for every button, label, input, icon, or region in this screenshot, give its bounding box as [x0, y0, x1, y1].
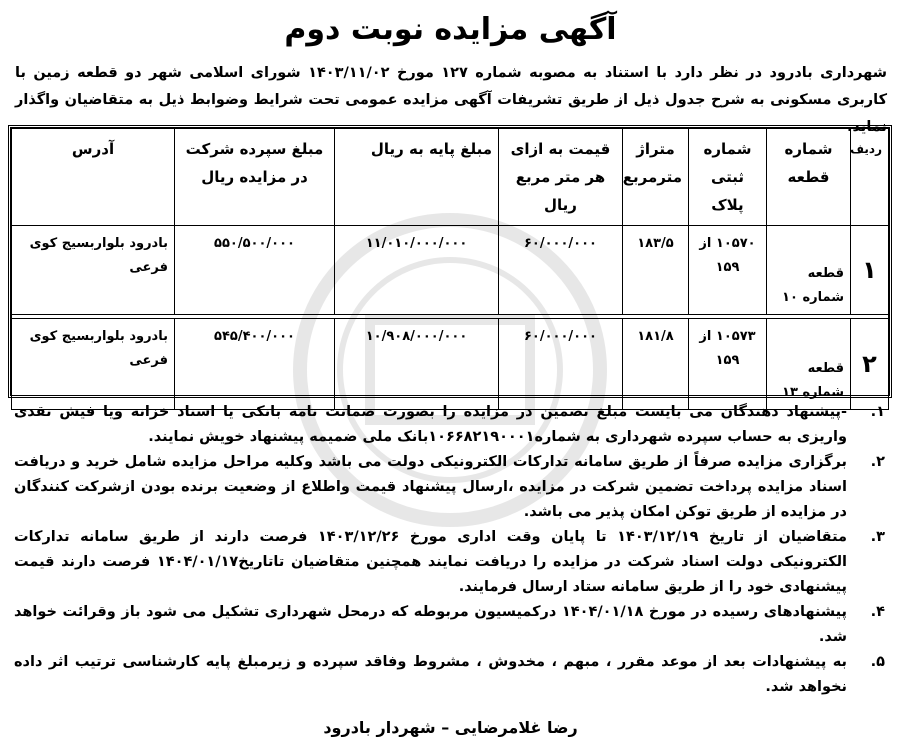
list-item: [14, 525, 889, 600]
base-price-cell: ۱۰/۹۰۸/۰۰۰/۰۰۰: [335, 319, 499, 410]
item-text: به پیشنهادات بعد از موعد مقرر ، مبهم ، مخدوش ، مشروط وفاقد سپرده و زیرمبلغ پایه کارشناسی ترتیب اثر داده نخواهد شد.: [14, 654, 847, 695]
unit-price-cell: ۶۰/۰۰۰/۰۰۰: [499, 226, 623, 315]
header-unit-price: قیمت به ازای هر متر مربع ریال: [499, 129, 623, 226]
header-area: متراژ مترمربع: [623, 129, 689, 226]
header-base-price: مبلغ پایه به ریال: [335, 129, 499, 226]
plate-cell: ۱۰۵۷۰ از ۱۵۹: [689, 226, 767, 315]
deposit-cell: ۵۴۵/۴۰۰/۰۰۰: [175, 319, 335, 410]
parcel-cell: قطعه شماره ۱۰: [767, 226, 851, 315]
area-cell: ۱۸۳/۵: [623, 226, 689, 315]
list-item: [14, 400, 889, 450]
list-item: [14, 650, 889, 700]
unit-price-cell: ۶۰/۰۰۰/۰۰۰: [499, 319, 623, 410]
conditions-list: [14, 400, 889, 700]
item-text: متقاضیان از تاریخ ۱۴۰۳/۱۲/۱۹ تا پایان وقت اداری مورخ ۱۴۰۳/۱۲/۲۶ فرصت دارند از طریق سامانه تدارکات الکترونیکی دولت اسناد شرکت در مزایده را دریافت نمایند همچنین متقاضیان تاتاریخ۱۴۰۴/۰۱/۱۷ فرصت دارند قیمت پیشنهادی خود را از طریق سامانه ستاد ارسال فرمایند.: [14, 529, 848, 595]
parcel-cell: قطعه شماره ۱۳: [767, 319, 851, 410]
row-number: ۱: [851, 226, 889, 315]
address-cell: بادرود بلواربسیج کوی فرعی: [12, 319, 175, 410]
table-row: [12, 226, 889, 315]
deposit-cell: ۵۵۰/۵۰۰/۰۰۰: [175, 226, 335, 315]
header-parcel: شماره قطعه: [767, 129, 851, 226]
list-item: [14, 600, 889, 650]
intro-paragraph: شهرداری بادرود در نظر دارد با استناد به مصوبه شماره ۱۲۷ مورخ ۱۴۰۳/۱۱/۰۲ شورای اسلامی شهر دو قطعه زمین با کاربری مسکونی به شرح جدول ذیل از طریق تشریفات آگهی مزایده عمومی تحت شرایط وضوابط ذیل به متقاضیان واگذار نماید.: [15, 65, 888, 135]
table-row: [12, 319, 889, 410]
header-plate: شماره ثبتی پلاک: [689, 129, 767, 226]
plate-cell: ۱۰۵۷۳ از ۱۵۹: [689, 319, 767, 410]
area-cell: ۱۸۱/۸: [623, 319, 689, 410]
signature: رضا غلامرضایی – شهردار بادرود: [323, 718, 578, 737]
row-number: ۲: [851, 319, 889, 410]
header-address: آدرس: [12, 129, 175, 226]
item-number: ۳.: [870, 529, 885, 545]
item-text: پیشنهادهای رسیده در مورخ ۱۴۰۴/۰۱/۱۸ درکمیسیون مربوطه که درمحل شهرداری تشکیل می شود باز وقرائت خواهد شد.: [14, 604, 847, 645]
notice-title: آگهی مزایده نوبت دوم: [284, 12, 617, 47]
parcels-table: [8, 125, 892, 398]
table-header-row: [12, 129, 889, 226]
item-number: ۱.: [870, 404, 885, 420]
item-text: برگزاری مزایده صرفاً از طریق سامانه تدارکات الکترونیکی دولت می باشد وکلیه مراحل مزایده شامل خرید و دریافت اسناد مزایده پرداخت تضمین شرکت در مزایده ،ارسال پیشنهاد قیمت واطلاع از وضعیت برنده بودن ازشرکت کنندگان در مزایده از طریق توکن امکان پذیر می باشد.: [14, 454, 847, 520]
header-row-number: ردیف: [851, 129, 889, 226]
header-deposit: مبلغ سپرده شرکت در مزایده ریال: [175, 129, 335, 226]
item-number: ۲.: [870, 454, 885, 470]
item-text: -پیشنهاد دهندگان می بایست مبلغ تضمین در مزایده را بصورت ضمانت نامه بانکی یا اسناد خزانه ویا فیش نقدی واریزی به حساب سپرده شهرداری به شماره۱۰۶۶۸۲۱۹۰۰۰۱بانک ملی ضمیمه پیشنهاد خویش نمایند.: [14, 404, 847, 445]
item-number: ۴.: [870, 604, 885, 620]
item-number: ۵.: [870, 654, 885, 670]
base-price-cell: ۱۱/۰۱۰/۰۰۰/۰۰۰: [335, 226, 499, 315]
list-item: [14, 450, 889, 525]
address-cell: بادرود بلواربسیج کوی فرعی: [12, 226, 175, 315]
